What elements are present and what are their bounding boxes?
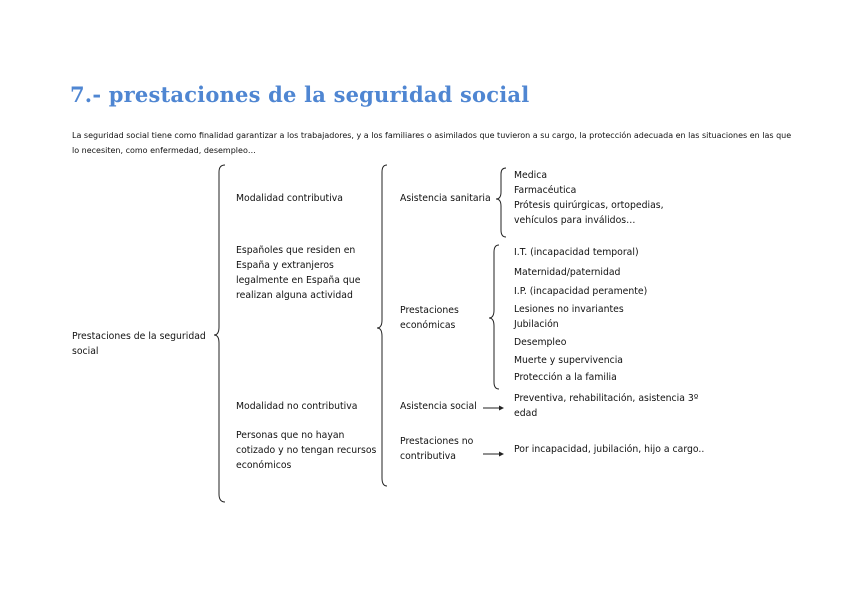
modalidad-contributiva-label: Modalidad contributiva: [236, 193, 343, 204]
economicas-item: Desempleo: [514, 337, 567, 348]
economicas-brace: [489, 245, 499, 389]
economicas-item: Lesiones no invariantes: [514, 304, 624, 315]
asistencia-social-label: Asistencia social: [400, 401, 477, 412]
page-title: 7.- prestaciones de la seguridad social: [70, 82, 530, 107]
sanitaria-item: vehículos para inválidos…: [514, 215, 636, 226]
sanitaria-item: Prótesis quirúrgicas, ortopedias,: [514, 200, 664, 211]
economicas-item: Maternidad/paternidad: [514, 267, 621, 278]
asistencia-social-detail: Preventiva, rehabilitación, asistencia 3º edad: [514, 393, 699, 419]
economicas-item: I.T. (incapacidad temporal): [514, 247, 639, 258]
contributiva-who: Españoles que residen en España y extranjeros legalmente en España que realizan alguna actividad: [236, 245, 361, 301]
economicas-item: Protección a la familia: [514, 372, 617, 383]
prestaciones-no-contributiva-label: Prestaciones no contributiva: [400, 436, 474, 462]
economicas-item: Jubilación: [514, 319, 559, 330]
economicas-item: I.P. (incapacidad peramente): [514, 286, 648, 297]
sanitaria-brace: [496, 168, 506, 237]
root-label: Prestaciones de la seguridad social: [72, 331, 206, 357]
sanitaria-item: Medica: [514, 170, 548, 181]
modalidad-no-contributiva-label: Modalidad no contributiva: [236, 401, 358, 412]
no-contributiva-who: Personas que no hayan cotizado y no tengan recursos económicos: [236, 430, 377, 471]
asistencia-sanitaria-label: Asistencia sanitaria: [400, 193, 491, 204]
intro-paragraph: La seguridad social tiene como finalidad garantizar a los trabajadores, y a los familiares o asimilados que tuvieron a su cargo, la protección adecuada en las situaciones en las que lo necesiten, como enfermedad, desempleo…: [72, 131, 792, 155]
economicas-item: Muerte y supervivencia: [514, 355, 624, 366]
sanitaria-item: Farmacéutica: [514, 185, 577, 196]
prestaciones-no-contributiva-detail: Por incapacidad, jubilación, hijo a cargo..: [514, 444, 705, 455]
prestaciones-economicas-label: Prestaciones económicas: [400, 305, 459, 331]
